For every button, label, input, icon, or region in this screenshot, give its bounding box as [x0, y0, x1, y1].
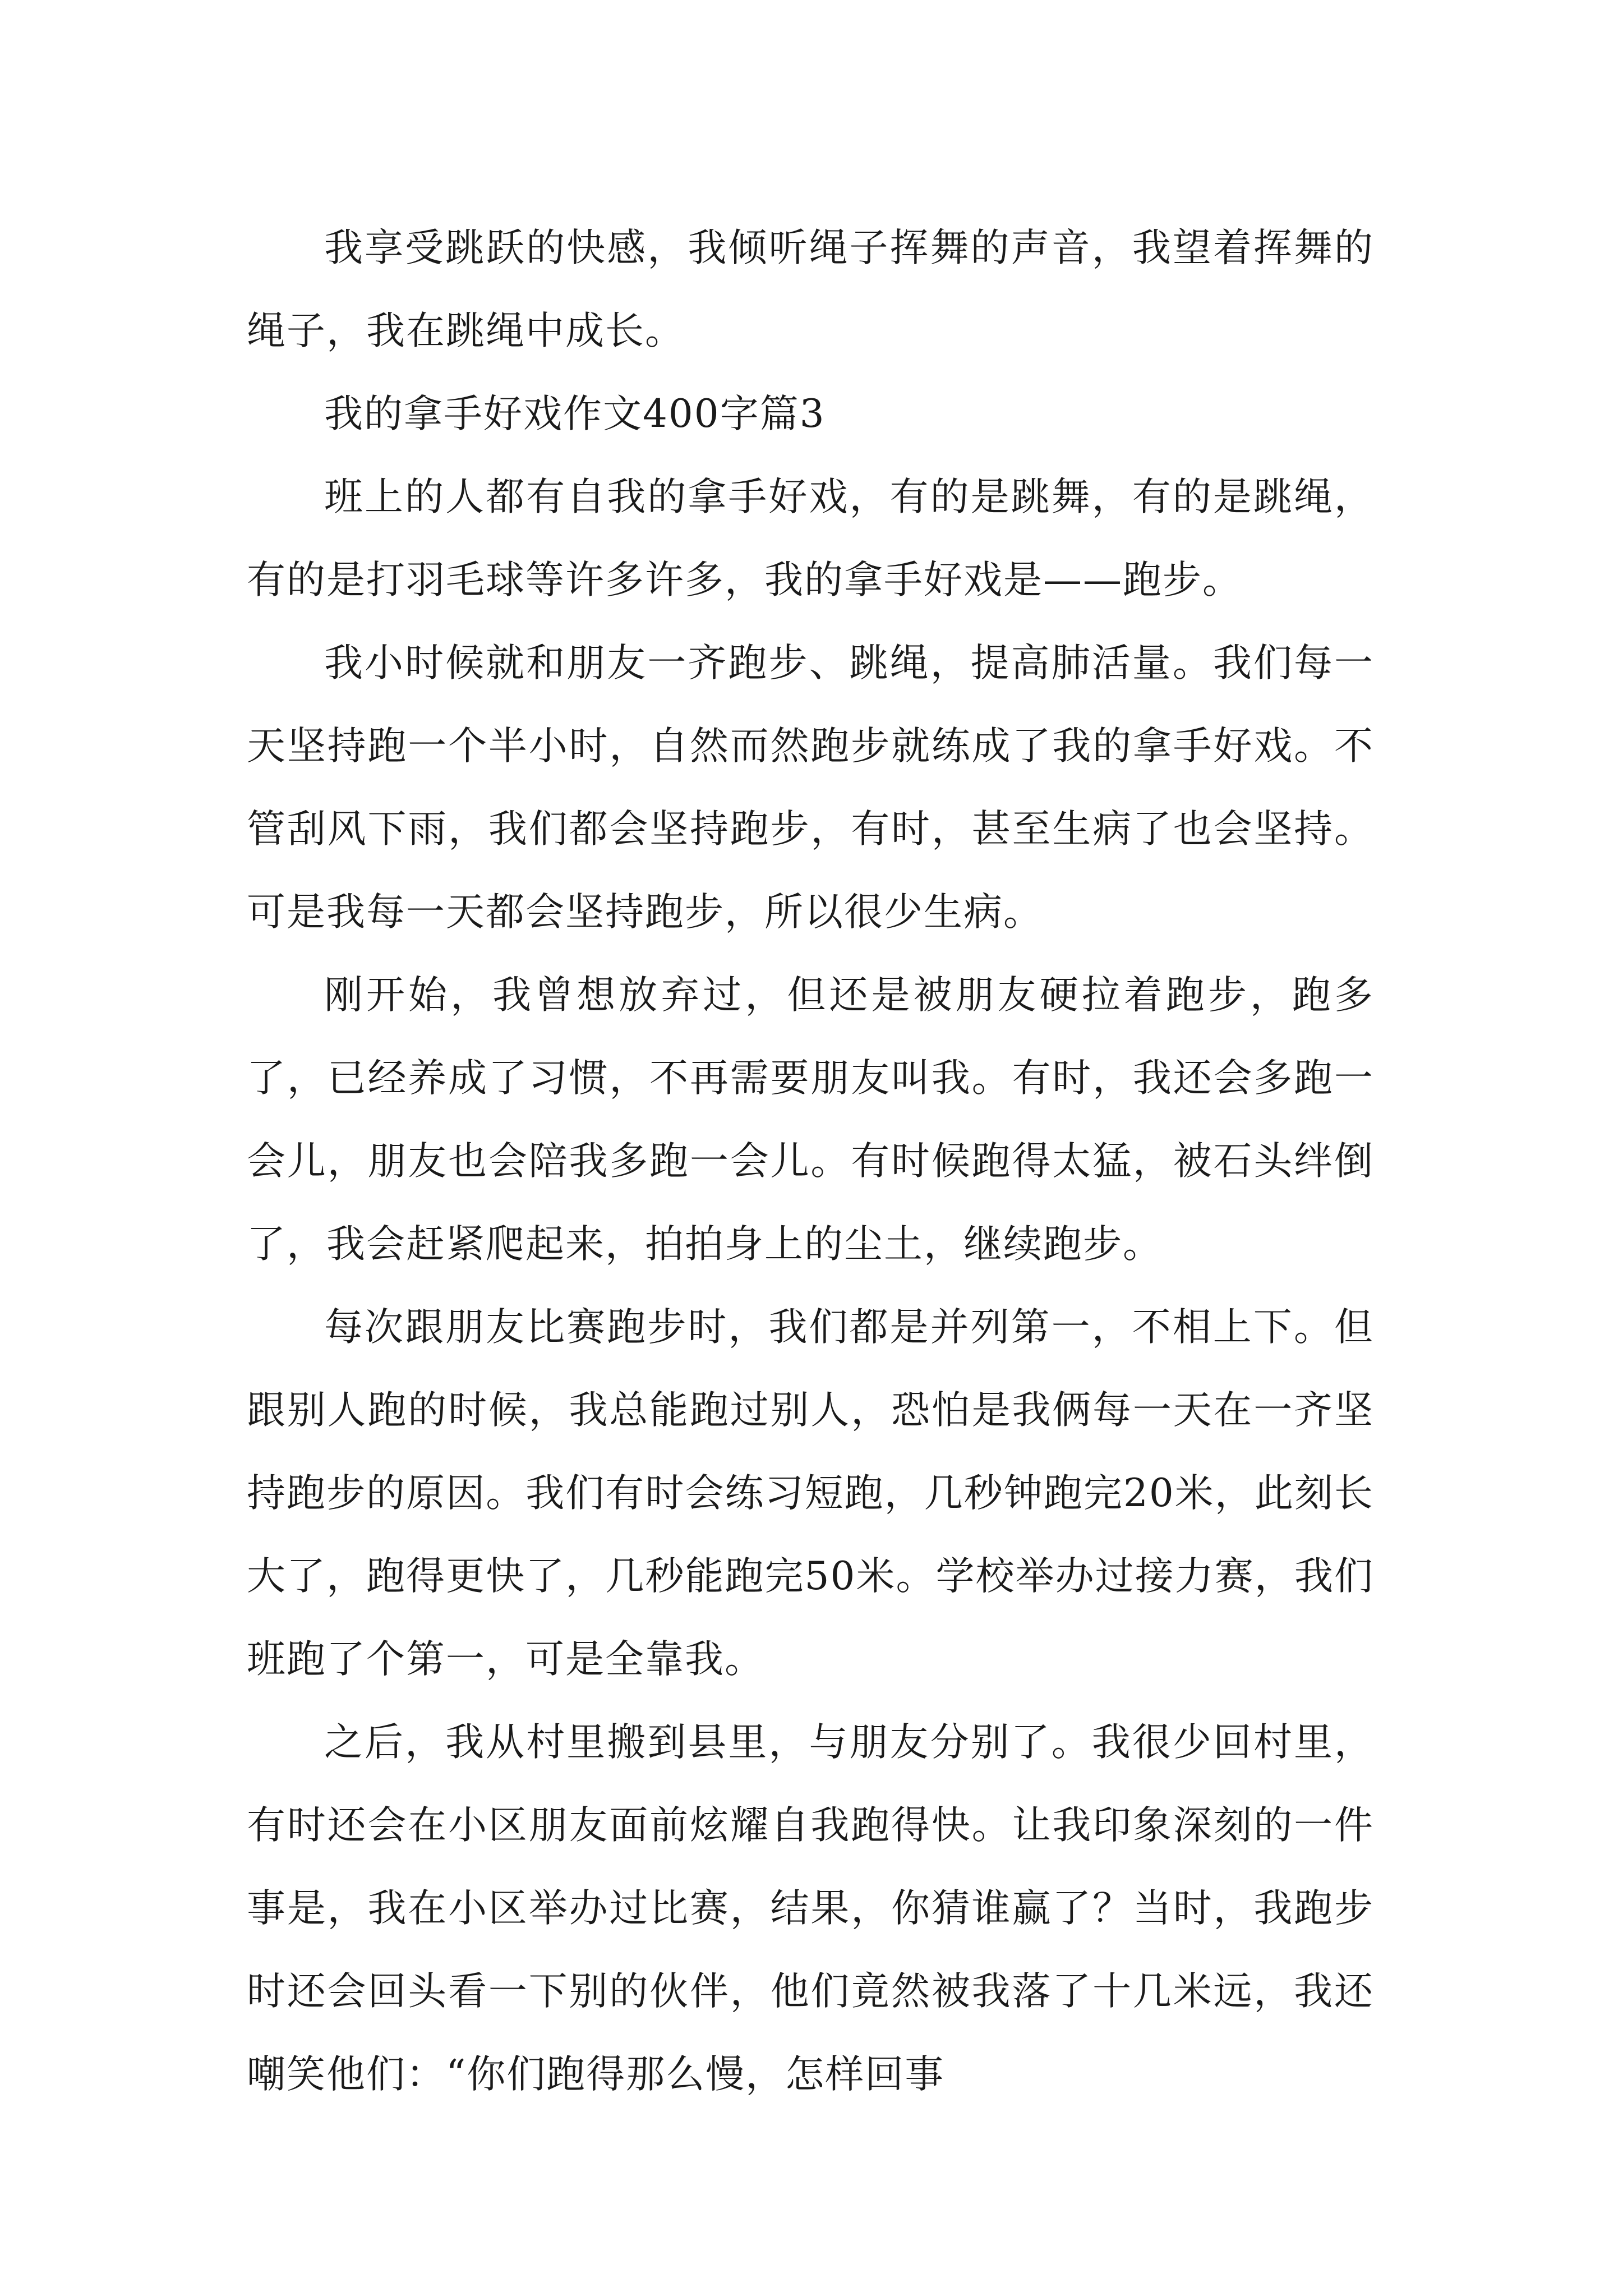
document-body [247, 206, 1374, 2116]
paragraph: 每次跟朋友比赛跑步时，我们都是并列第一，不相上下。但跟别人跑的时候，我总能跑过别人，恐怕是我俩每一天在一齐坚持跑步的原因。我们有时会练习短跑，几秒钟跑完20米，此刻长大了，跑得更快了，几秒能跑完50米。学校举办过接力赛，我们班跑了个第一，可是全靠我。 [247, 1305, 1374, 1682]
paragraph: 刚开始，我曾想放弃过，但还是被朋友硬拉着跑步，跑多了，已经养成了习惯，不再需要朋友叫我。有时，我还会多跑一会儿，朋友也会陪我多跑一会儿。有时候跑得太猛，被石头绊倒了，我会赶紧爬起来，拍拍身上的尘土，继续跑步。 [247, 973, 1374, 1267]
paragraph: 之后，我从村里搬到县里，与朋友分别了。我很少回村里，有时还会在小区朋友面前炫耀自我跑得快。让我印象深刻的一件事是，我在小区举办过比赛，结果，你猜谁赢了？当时，我跑步时还会回头看一下别的伙伴，他们竟然被我落了十几米远，我还嘲笑他们：“你们跑得那么慢，怎样回事 [247, 1720, 1374, 2097]
paragraph: 班上的人都有自我的拿手好戏，有的是跳舞，有的是跳绳，有的是打羽毛球等许多许多，我的拿手好戏是——跑步。 [247, 475, 1374, 602]
section-heading: 我的拿手好戏作文400字篇3 [324, 392, 826, 436]
paragraph: 我享受跳跃的快感，我倾听绳子挥舞的声音，我望着挥舞的绳子，我在跳绳中成长。 [247, 226, 1374, 353]
paragraph: 我小时候就和朋友一齐跑步、跳绳，提高肺活量。我们每一天坚持跑一个半小时，自然而然跑步就练成了我的拿手好戏。不管刮风下雨，我们都会坚持跑步，有时，甚至生病了也会坚持。可是我每一天都会坚持跑步，所以很少生病。 [247, 641, 1374, 935]
